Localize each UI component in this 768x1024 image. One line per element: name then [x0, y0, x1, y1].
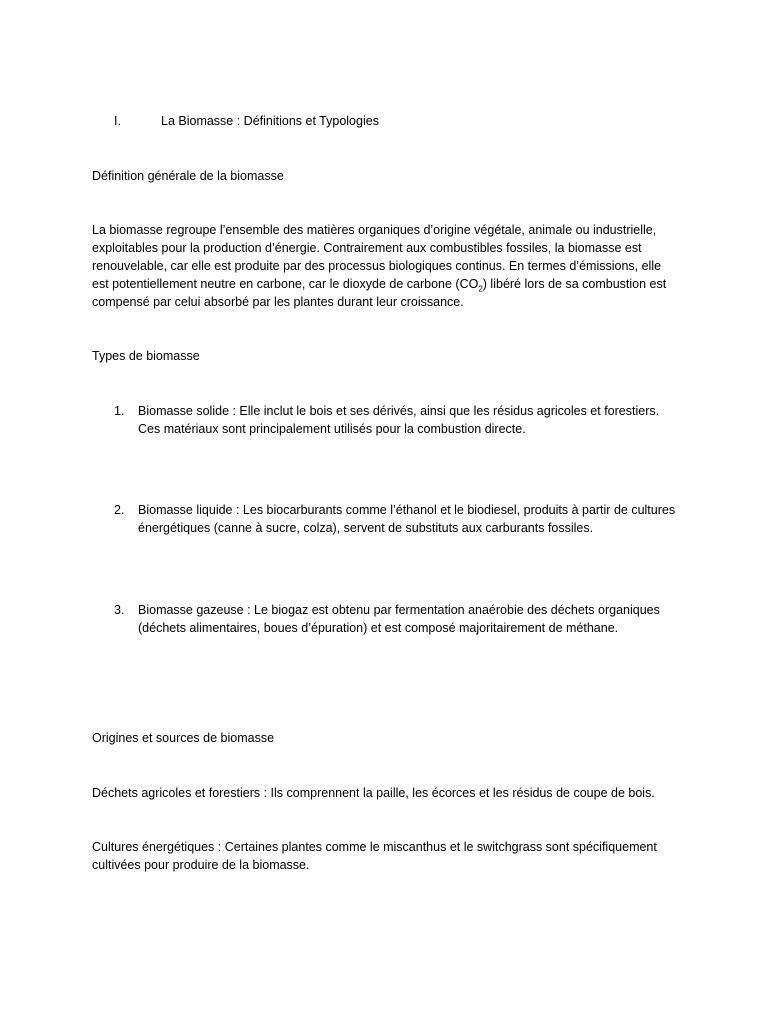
definition-text-part1: La biomasse regroupe l’ensemble des matières organiques d’origine végétale, animale ou industrielle, exploitables pour la production d’énergie. Contrairement aux combustibles fossiles, la biomasse est renouvelable, car elle est produite par des processus biologiques continus. En termes d’émissions, elle est potentiellement neutre en carbone, car le dioxyde de carbone (CO — [92, 223, 662, 291]
types-heading: Types de biomasse — [92, 349, 200, 363]
origins-paragraph-energy-crops: Cultures énergétiques : Certaines plantes comme le miscanthus et le switchgrass sont spécifiquement cultivées pour produire de la biomasse. — [92, 840, 657, 872]
list-number: 2. — [114, 503, 125, 517]
section-heading — [114, 112, 674, 130]
definition-text-part2: ) libéré lors de sa combustion est compensé par celui absorbé par les plantes durant leur croissance. — [92, 277, 667, 309]
section-title: La Biomasse : Définitions et Typologies — [161, 114, 379, 128]
origins-heading: Origines et sources de biomasse — [92, 731, 275, 745]
list-number: 1. — [114, 404, 125, 418]
list-number: 3. — [114, 603, 125, 617]
definition-heading: Définition générale de la biomasse — [92, 169, 284, 183]
list-item-liquid — [114, 501, 679, 537]
list-item-gas — [114, 601, 679, 637]
origins-paragraph-agricultural: Déchets agricoles et forestiers : Ils comprennent la paille, les écorces et les résidus de coupe de bois. — [92, 786, 655, 800]
list-item-solid — [114, 402, 679, 438]
co2-subscript: 2 — [478, 284, 483, 294]
list-item-text: Biomasse solide : Elle inclut le bois et ses dérivés, ainsi que les résidus agricoles et forestiers. Ces matériaux sont principalement utilisés pour la combustion directe. — [138, 404, 660, 436]
section-number: I. — [114, 114, 121, 128]
definition-paragraph — [92, 221, 677, 311]
list-item-text: Biomasse liquide : Les biocarburants comme l’éthanol et le biodiesel, produits à partir de cultures énergétiques (canne à sucre, colza), servent de substituts aux carburants fossiles. — [138, 503, 676, 535]
list-item-text: Biomasse gazeuse : Le biogaz est obtenu par fermentation anaérobie des déchets organiques (déchets alimentaires, boues d’épuration) et est composé majoritairement de méthane. — [138, 603, 660, 635]
